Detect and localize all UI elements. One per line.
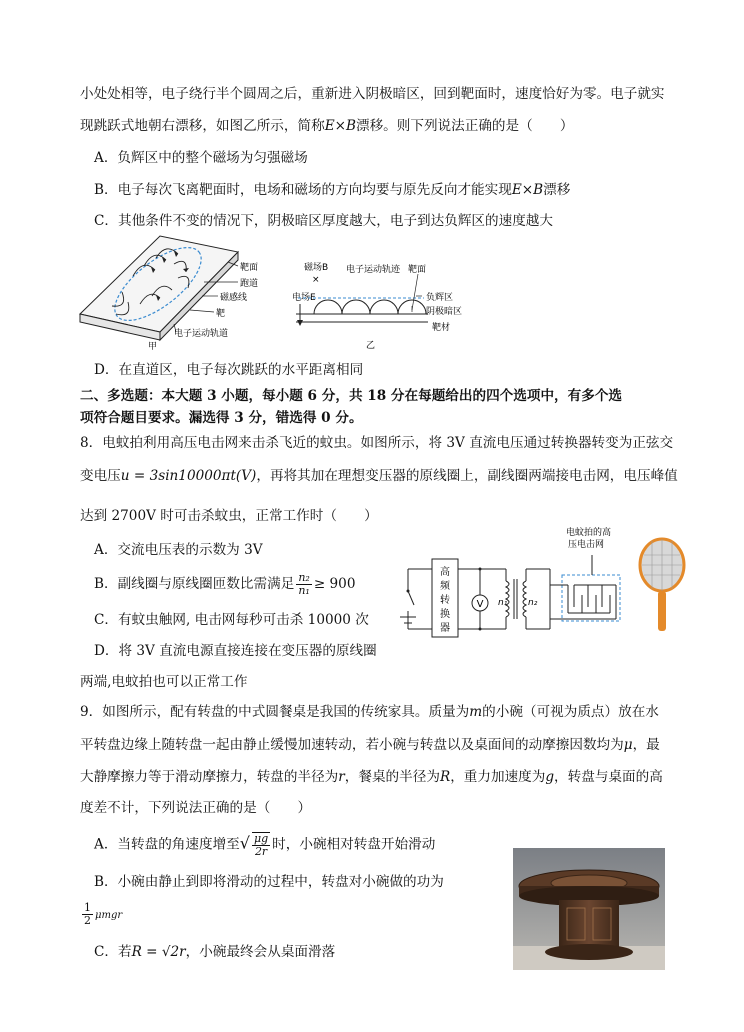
q7-figure-yi (292, 260, 492, 350)
converter-char-2: 频 (440, 581, 450, 592)
n2-label: n₂ (528, 598, 538, 608)
label-ba: 靶 (216, 309, 226, 319)
q7-figure-jia (78, 232, 278, 350)
sqrt-expression: √ $\frac{\mu g}{2r}$ (239, 832, 269, 858)
q7-option-d: D．在直道区，电子每次跳跃的水平距离相同 (94, 362, 364, 378)
voltmeter-label: V (476, 599, 484, 610)
label-yinji: 阴极暗区 (426, 307, 463, 317)
q7-option-a: A．负辉区中的整个磁场为匀强磁场 (94, 150, 308, 166)
label-paodao: 跑道 (240, 279, 259, 289)
label-bacai: 靶材 (432, 323, 451, 333)
section-header-line1: 二、多选题：本大题 3 小题，每小题 6 分，共 18 分在每题给出的四个选项中，有多个选 (80, 388, 623, 404)
round-table-photo (513, 848, 665, 970)
label-bamian-yi: 靶面 (408, 265, 427, 275)
q8-option-a: A．交流电压表的示数为 3V (94, 542, 263, 558)
label-fuhui: 负辉区 (426, 293, 454, 303)
q8-option-d-line1: D．将 3V 直流电源直接连接在变压器的原线圈 (94, 643, 377, 659)
fly-swatter-icon (640, 539, 684, 631)
converter-char-1: 高 (440, 567, 450, 578)
q7-option-c: C．其他条件不变的情况下，阴极暗区厚度越大，电子到达负辉区的速度越大 (94, 213, 553, 229)
converter-char-4: 换 (440, 609, 450, 620)
turns-ratio: $\frac{\text{n₂}}{\text{n₁}}$ (298, 571, 310, 597)
caption-yi: 乙 (366, 341, 376, 350)
q8-option-c: C．有蚊虫触网, 电击网每秒可击杀 10000 次 (94, 612, 369, 628)
net-label-line1: 电蚊拍的高 (566, 528, 612, 538)
q7-stem-line1: 小处处相等，电子绕行半个圆周之后，重新进入阴极暗区，回到靶面时，速度恰好为零。电子就实 (80, 86, 665, 102)
q8-option-b: B．副线圈与原线圈匝数比需满足 $\frac{\text{n₂}}{\text{n₁}}$ ≥ 900 (94, 571, 356, 597)
q9-stem-line2: 平转盘边缘上随转盘一起由静止缓慢加速转动，若小碗与转盘以及桌面间的动摩擦因数均为μ，最 (80, 737, 660, 753)
q8-circuit-figure (396, 525, 696, 645)
caption-jia: 甲 (148, 342, 158, 350)
q9-stem-line4: 度差不计，下列说法正确的是（ ） (80, 800, 312, 816)
q7-option-b: B．电子每次飞离靶面时，电场和磁场的方向均要与原先反向才能实现E×B漂移 (94, 182, 571, 198)
half-fraction: $\frac{1}{2}$ (84, 901, 91, 927)
n1-label: n₁ (498, 598, 508, 608)
q7-stem-line2: 现跳跃式地朝右漂移，如图乙所示，简称E×B漂移。则下列说法正确的是（ ） (80, 118, 574, 134)
label-guiji: 电子运动轨道 (174, 329, 229, 339)
q8-voltage-equation: u = 3sin10000πt(V) (120, 468, 257, 484)
label-guiji-yi: 电子运动轨迹 (346, 265, 401, 275)
label-cichang: 磁场B (304, 263, 329, 273)
q9-option-b-line1: B．小碗由静止到即将滑动的过程中，转盘对小碗做的功为 (94, 874, 444, 890)
q9-stem-line3: 大静摩擦力等于滑动摩擦力，转盘的半径为r，餐桌的半径为R，重力加速度为g，转盘与桌面的高 (80, 769, 663, 785)
q8-stem-line3: 达到 2700V 时可击杀蚊虫，正常工作时（ ） (80, 508, 378, 524)
converter-char-5: 器 (440, 623, 450, 634)
label-ciganxian: 磁感线 (220, 293, 248, 303)
label-cross: × (312, 275, 320, 285)
q8-option-d-line2: 两端,电蚊拍也可以正常工作 (80, 674, 248, 690)
q8-stem-line2: 变电压u = 3sin10000πt(V)，再将其加在理想变压器的原线圈上，副线圈两端接电击网，电压峰值 (80, 468, 678, 484)
label-dianchang: 电场E (292, 293, 316, 303)
net-label-line2: 压电击网 (568, 540, 605, 550)
q8-stem-line1: 8．电蚊拍利用高压电击网来击杀飞近的蚊虫。如图所示，将 3V 直流电压通过转换器转变为正弦交 (80, 435, 674, 451)
q9-option-b-line2: $\frac{1}{2}$ μmgr (84, 901, 123, 927)
converter-char-3: 转 (440, 595, 450, 606)
q9-option-c: C．若R = √2r，小碗最终会从桌面滑落 (94, 944, 336, 960)
label-bamian: 靶面 (240, 263, 259, 273)
q9-stem-line1: 9．如图所示，配有转盘的中式圆餐桌是我国的传统家具。质量为m的小碗（可视为质点）放在水 (80, 704, 659, 720)
exb-symbol: E×B (324, 118, 356, 134)
q9-option-a: A．当转盘的角速度增至√ $\frac{\mu g}{2r}$ 时，小碗相对转盘开始滑动 (94, 832, 436, 858)
section-header-line2: 项符合题目要求。漏选得 3 分，错选得 0 分。 (80, 410, 363, 426)
